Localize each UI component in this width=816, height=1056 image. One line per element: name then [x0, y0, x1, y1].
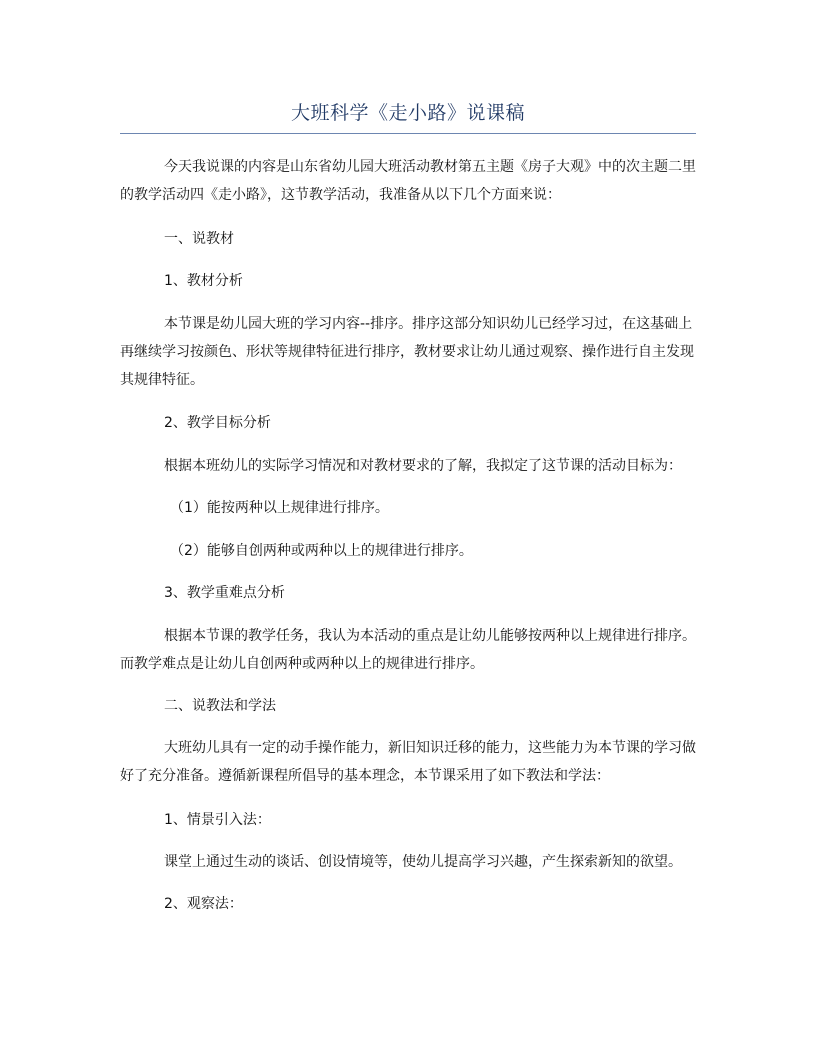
paragraph-goal-intro: 根据本班幼儿的实际学习情况和对教材要求的了解，我拟定了这节课的活动目标为：	[164, 458, 682, 474]
paragraph-methods: 大班幼儿具有一定的动手操作能力，新旧知识迁移的能力，这些能力为本节课的学习做好了充分准备。遵循新课程所倡导的基本理念，本节课采用了如下教法和学法：	[120, 740, 696, 784]
paragraph-key-points: 根据本节课的教学任务，我认为本活动的重点是让幼儿能够按两种以上规律进行排序。而教学难点是让幼儿自创两种或两种以上的规律进行排序。	[120, 628, 696, 672]
paragraph-method-1: 课堂上通过生动的谈话、创设情境等，使幼儿提高学习兴趣，产生探索新知的欲望。	[164, 854, 682, 870]
list-item-goal-1: （1）能按两种以上规律进行排序。	[170, 500, 389, 516]
heading-section-1: 一、说教材	[164, 231, 234, 247]
list-item-goal-2: （2）能够自创两种或两种以上的规律进行排序。	[170, 543, 473, 559]
heading-method-2: 2、观察法：	[164, 896, 243, 912]
heading-material-analysis: 1、教材分析	[164, 273, 243, 289]
title-underline	[120, 133, 696, 134]
heading-goal-analysis: 2、教学目标分析	[164, 415, 271, 431]
paragraph-material-analysis: 本节课是幼儿园大班的学习内容--排序。排序这部分知识幼儿已经学习过，在这基础上再继续学习按颜色、形状等规律特征进行排序，教材要求让幼儿通过观察、操作进行自主发现其规律特征。	[120, 316, 694, 388]
heading-section-2: 二、说教法和学法	[164, 698, 276, 714]
paragraph-intro: 今天我说课的内容是山东省幼儿园大班活动教材第五主题《房子大观》中的次主题二里的教学活动四《走小路》，这节教学活动，我准备从以下几个方面来说：	[120, 159, 696, 203]
document-title: 大班科学《走小路》说课稿	[290, 102, 525, 124]
heading-method-1: 1、情景引入法：	[164, 812, 271, 828]
heading-key-points: 3、教学重难点分析	[164, 585, 285, 601]
